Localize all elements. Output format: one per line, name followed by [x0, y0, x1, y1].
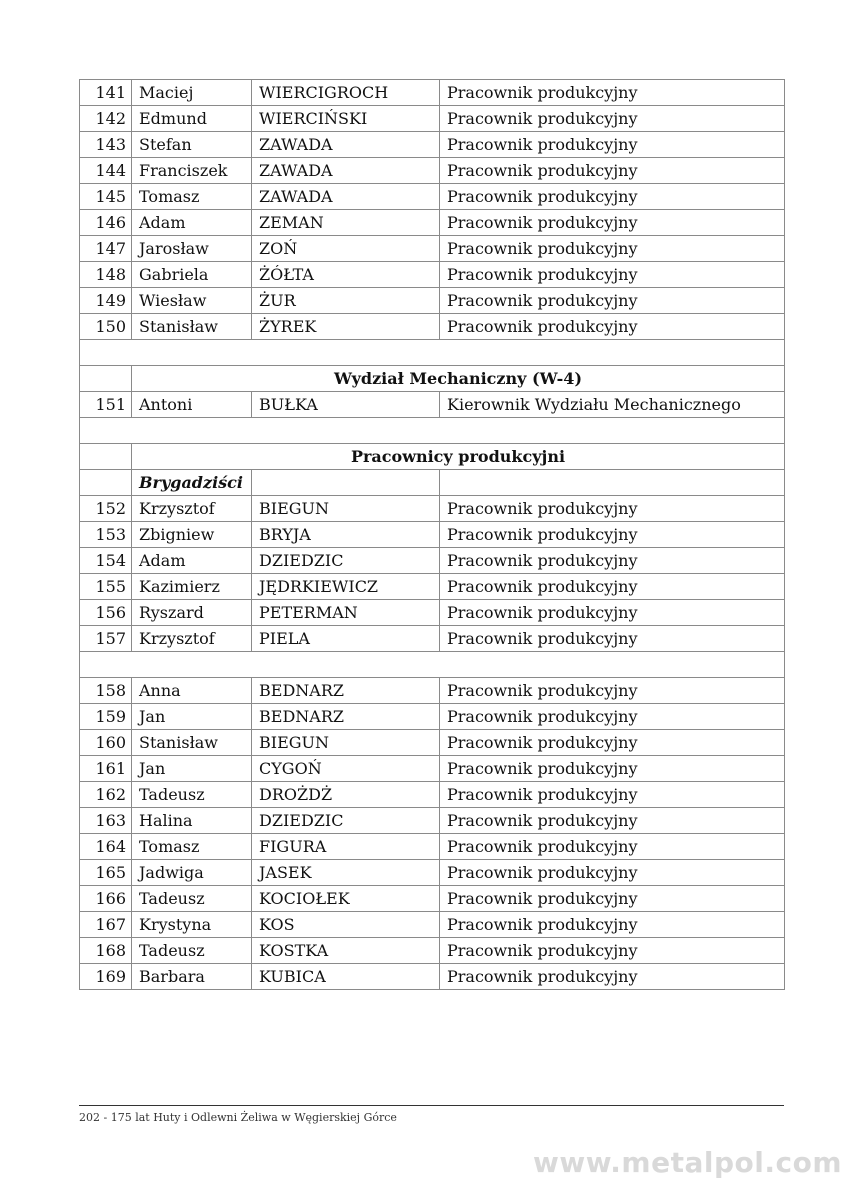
last-name: ŻYREK [252, 314, 440, 340]
last-name: ZEMAN [252, 210, 440, 236]
table-row [80, 496, 785, 522]
row-number: 162 [80, 782, 132, 808]
first-name: Zbigniew [132, 522, 252, 548]
table-row [80, 964, 785, 990]
first-name: Barbara [132, 964, 252, 990]
job-title: Pracownik produkcyjny [440, 80, 785, 106]
last-name: BRYJA [252, 522, 440, 548]
last-name: WIERCIŃSKI [252, 106, 440, 132]
row-number: 141 [80, 80, 132, 106]
table-row [80, 522, 785, 548]
table-row [80, 106, 785, 132]
last-name: BIEGUN [252, 496, 440, 522]
job-title: Pracownik produkcyjny [440, 626, 785, 652]
first-name: Stanisław [132, 314, 252, 340]
page-footer: 202 - 175 lat Huty i Odlewni Żeliwa w Węgierskiej Górce [79, 1111, 397, 1124]
section-header-row [80, 444, 785, 470]
first-name: Ryszard [132, 600, 252, 626]
first-name: Gabriela [132, 262, 252, 288]
job-title: Pracownik produkcyjny [440, 288, 785, 314]
last-name: ŻÓŁTA [252, 262, 440, 288]
row-number: 166 [80, 886, 132, 912]
first-name: Jan [132, 756, 252, 782]
first-name: Jarosław [132, 236, 252, 262]
row-number: 145 [80, 184, 132, 210]
table-row [80, 210, 785, 236]
job-title: Pracownik produkcyjny [440, 938, 785, 964]
row-number: 163 [80, 808, 132, 834]
employee-table [79, 79, 785, 990]
last-name: FIGURA [252, 834, 440, 860]
table-row [80, 288, 785, 314]
row-number: 152 [80, 496, 132, 522]
table-row [80, 912, 785, 938]
spacer-cell [80, 652, 785, 678]
job-title: Pracownik produkcyjny [440, 964, 785, 990]
job-title: Pracownik produkcyjny [440, 886, 785, 912]
first-name: Adam [132, 548, 252, 574]
job-title: Pracownik produkcyjny [440, 600, 785, 626]
row-number: 157 [80, 626, 132, 652]
site-watermark: www.metalpol.com [532, 1146, 842, 1179]
section-title: Pracownicy produkcyjni [132, 444, 785, 470]
table-row [80, 938, 785, 964]
table-row [80, 626, 785, 652]
first-name: Anna [132, 678, 252, 704]
row-number: 167 [80, 912, 132, 938]
last-name: ZAWADA [252, 184, 440, 210]
row-number: 159 [80, 704, 132, 730]
first-name: Krzysztof [132, 496, 252, 522]
job-title: Pracownik produkcyjny [440, 496, 785, 522]
job-title: Pracownik produkcyjny [440, 158, 785, 184]
table-row [80, 548, 785, 574]
row-number: 149 [80, 288, 132, 314]
job-title: Pracownik produkcyjny [440, 548, 785, 574]
table-row [80, 600, 785, 626]
last-name: ZOŃ [252, 236, 440, 262]
row-number: 169 [80, 964, 132, 990]
job-title: Pracownik produkcyjny [440, 912, 785, 938]
empty-cell [440, 470, 785, 496]
job-title: Pracownik produkcyjny [440, 678, 785, 704]
last-name: ZAWADA [252, 132, 440, 158]
first-name: Halina [132, 808, 252, 834]
table-row [80, 704, 785, 730]
job-title: Pracownik produkcyjny [440, 730, 785, 756]
last-name: ŻUR [252, 288, 440, 314]
row-number: 146 [80, 210, 132, 236]
last-name: BEDNARZ [252, 678, 440, 704]
spacer-row [80, 340, 785, 366]
first-name: Edmund [132, 106, 252, 132]
spacer-cell [80, 418, 785, 444]
first-name: Maciej [132, 80, 252, 106]
empty-number-cell [80, 470, 132, 496]
row-number: 142 [80, 106, 132, 132]
subheader-row [80, 470, 785, 496]
table-row [80, 808, 785, 834]
table-row [80, 80, 785, 106]
spacer-row [80, 652, 785, 678]
job-title: Pracownik produkcyjny [440, 704, 785, 730]
first-name: Tadeusz [132, 886, 252, 912]
first-name: Kazimierz [132, 574, 252, 600]
table-row [80, 782, 785, 808]
last-name: KOS [252, 912, 440, 938]
job-title: Kierownik Wydziału Mechanicznego [440, 392, 785, 418]
last-name: PETERMAN [252, 600, 440, 626]
empty-number-cell [80, 444, 132, 470]
last-name: KUBICA [252, 964, 440, 990]
last-name: WIERCIGROCH [252, 80, 440, 106]
table-row [80, 678, 785, 704]
row-number: 165 [80, 860, 132, 886]
row-number: 147 [80, 236, 132, 262]
footer-rule [79, 1105, 784, 1106]
section-header-row [80, 366, 785, 392]
last-name: BEDNARZ [252, 704, 440, 730]
row-number: 143 [80, 132, 132, 158]
table-row [80, 132, 785, 158]
table-row [80, 262, 785, 288]
subheader-title: Brygadziści [132, 470, 252, 496]
last-name: DROŻDŻ [252, 782, 440, 808]
first-name: Tomasz [132, 834, 252, 860]
row-number: 160 [80, 730, 132, 756]
last-name: JASEK [252, 860, 440, 886]
last-name: KOSTKA [252, 938, 440, 964]
first-name: Tadeusz [132, 938, 252, 964]
job-title: Pracownik produkcyjny [440, 756, 785, 782]
row-number: 150 [80, 314, 132, 340]
first-name: Stanisław [132, 730, 252, 756]
table-row [80, 236, 785, 262]
last-name: CYGOŃ [252, 756, 440, 782]
spacer-cell [80, 340, 785, 366]
job-title: Pracownik produkcyjny [440, 132, 785, 158]
row-number: 168 [80, 938, 132, 964]
first-name: Wiesław [132, 288, 252, 314]
empty-cell [252, 470, 440, 496]
first-name: Tadeusz [132, 782, 252, 808]
table-row [80, 392, 785, 418]
row-number: 161 [80, 756, 132, 782]
first-name: Adam [132, 210, 252, 236]
table-row [80, 574, 785, 600]
table-row [80, 834, 785, 860]
row-number: 154 [80, 548, 132, 574]
table-row [80, 860, 785, 886]
row-number: 156 [80, 600, 132, 626]
first-name: Krzysztof [132, 626, 252, 652]
job-title: Pracownik produkcyjny [440, 184, 785, 210]
job-title: Pracownik produkcyjny [440, 106, 785, 132]
job-title: Pracownik produkcyjny [440, 262, 785, 288]
empty-number-cell [80, 366, 132, 392]
first-name: Stefan [132, 132, 252, 158]
table-row [80, 314, 785, 340]
job-title: Pracownik produkcyjny [440, 522, 785, 548]
first-name: Jan [132, 704, 252, 730]
first-name: Antoni [132, 392, 252, 418]
row-number: 158 [80, 678, 132, 704]
section-title: Wydział Mechaniczny (W-4) [132, 366, 785, 392]
job-title: Pracownik produkcyjny [440, 808, 785, 834]
first-name: Tomasz [132, 184, 252, 210]
job-title: Pracownik produkcyjny [440, 834, 785, 860]
spacer-row [80, 418, 785, 444]
row-number: 151 [80, 392, 132, 418]
last-name: BIEGUN [252, 730, 440, 756]
job-title: Pracownik produkcyjny [440, 236, 785, 262]
job-title: Pracownik produkcyjny [440, 314, 785, 340]
employee-table-body [80, 80, 785, 990]
last-name: DZIEDZIC [252, 808, 440, 834]
table-row [80, 886, 785, 912]
row-number: 155 [80, 574, 132, 600]
job-title: Pracownik produkcyjny [440, 210, 785, 236]
first-name: Jadwiga [132, 860, 252, 886]
last-name: ZAWADA [252, 158, 440, 184]
table-row [80, 756, 785, 782]
table-row [80, 158, 785, 184]
job-title: Pracownik produkcyjny [440, 574, 785, 600]
last-name: DZIEDZIC [252, 548, 440, 574]
last-name: BUŁKA [252, 392, 440, 418]
row-number: 153 [80, 522, 132, 548]
table-row [80, 184, 785, 210]
last-name: JĘDRKIEWICZ [252, 574, 440, 600]
job-title: Pracownik produkcyjny [440, 860, 785, 886]
last-name: KOCIOŁEK [252, 886, 440, 912]
first-name: Krystyna [132, 912, 252, 938]
row-number: 164 [80, 834, 132, 860]
job-title: Pracownik produkcyjny [440, 782, 785, 808]
table-row [80, 730, 785, 756]
row-number: 148 [80, 262, 132, 288]
row-number: 144 [80, 158, 132, 184]
first-name: Franciszek [132, 158, 252, 184]
last-name: PIELA [252, 626, 440, 652]
